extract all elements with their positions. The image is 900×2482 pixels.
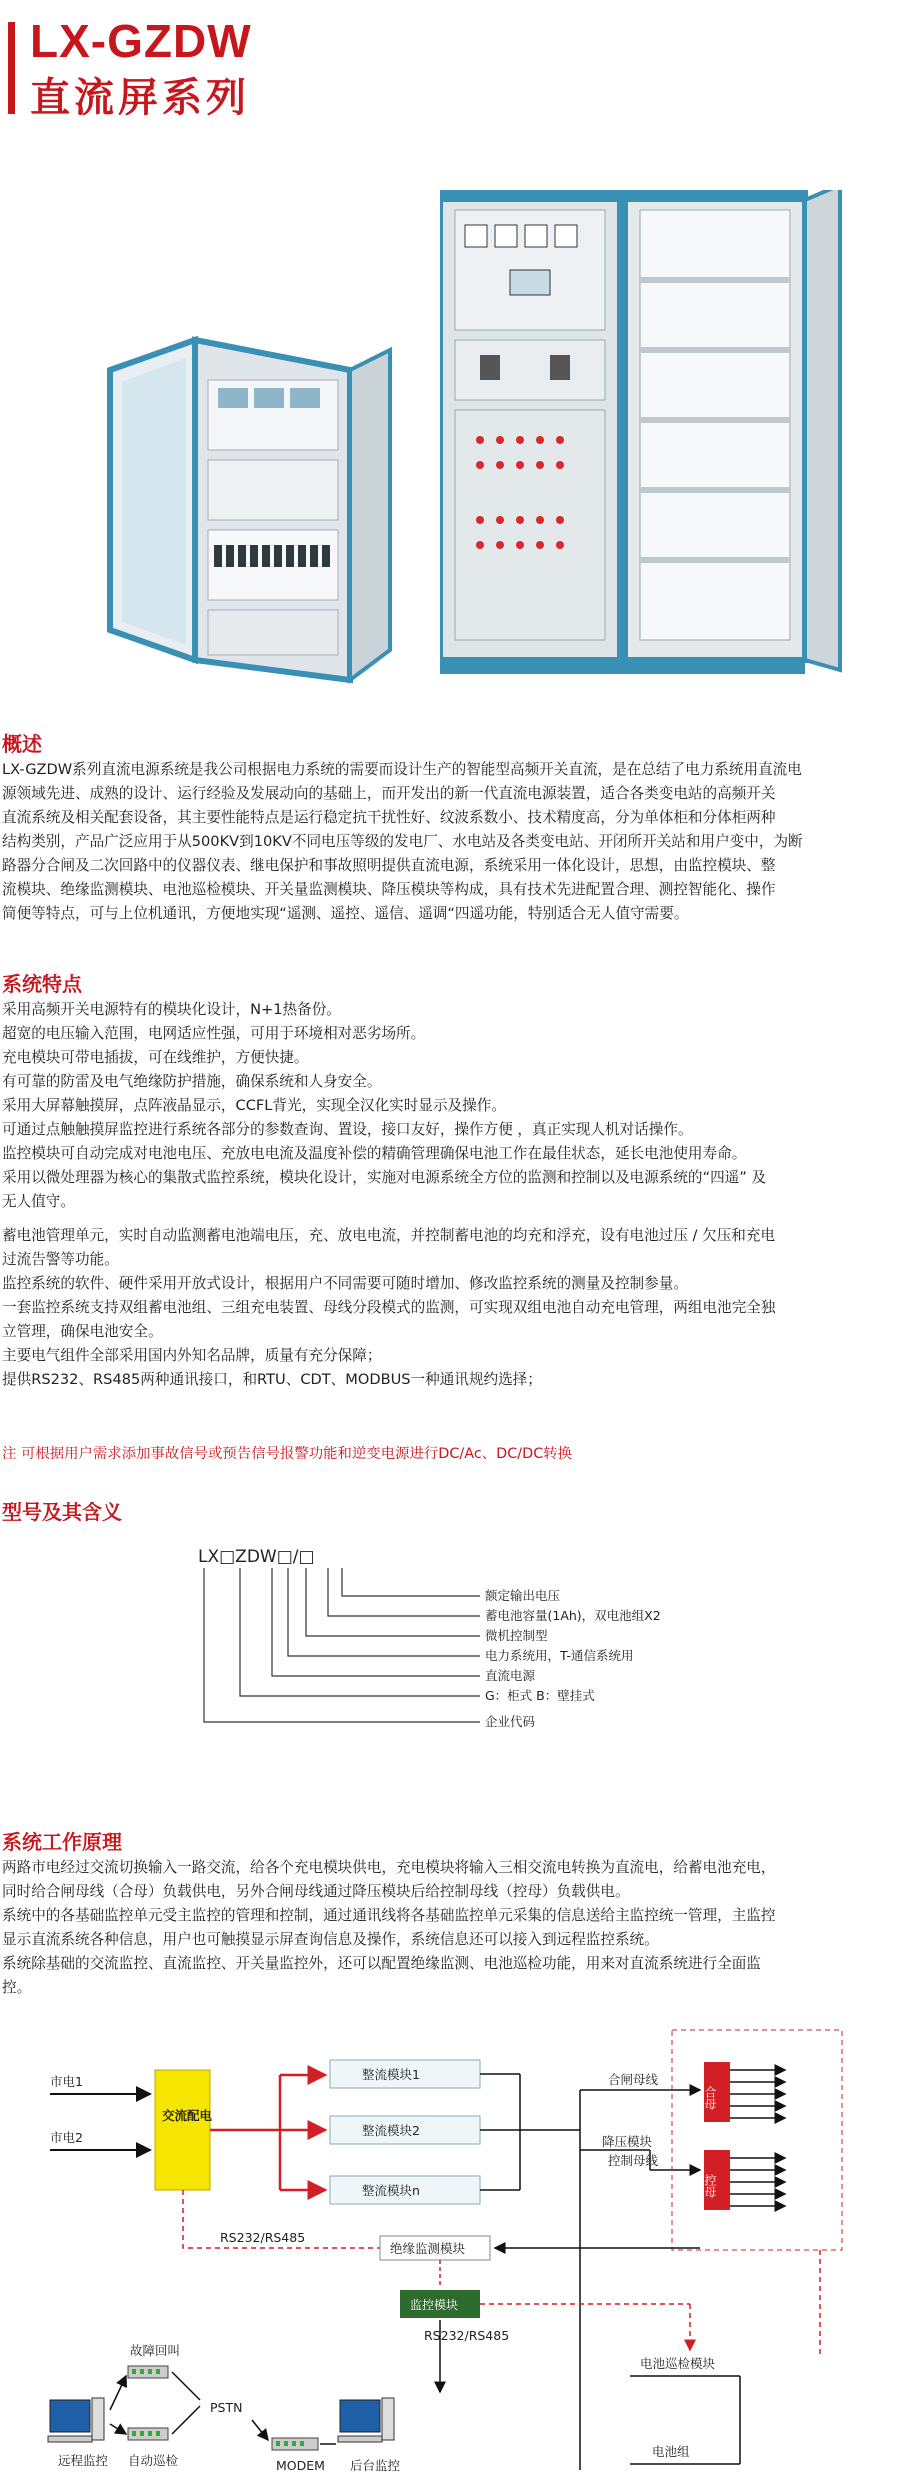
kong-mu-label: 控母 (703, 2174, 717, 2198)
load-bus-frame (672, 2030, 842, 2250)
overview-line: 结构类别，产品广泛应用于从500KV到10KV不同电压等级的发电厂、水电站及各类变电站、开闭所开关站和用户变中，为断 (2, 833, 803, 850)
overview-line: 直流系统及相关配套设备，其主要性能特点是运行稳定抗干扰性好、纹波系数小、技术精度高，分为单体柜和分体柜两种 (2, 809, 776, 826)
overview-heading: 概述 (2, 732, 42, 756)
pstn-label: PSTN (210, 2400, 243, 2415)
principle-heading: 系统工作原理 (2, 1830, 122, 1854)
feature-line: 充电模块可带电插拔，可在线维护，方便快捷。 (2, 1049, 309, 1066)
feature-line: 立管理，确保电池安全。 (2, 1323, 163, 1340)
features-note: 注 可根据用户需求添加事故信号或预告信号报警功能和逆变电源进行DC/Ac、DC/DC转换 (2, 1446, 573, 1462)
model-label: 微机控制型 (485, 1628, 548, 1643)
rectn-label: 整流模块n (362, 2183, 420, 2198)
features-text (2, 998, 898, 1392)
backend-label: 后台监控 (350, 2458, 401, 2473)
fault-modem-icon (128, 2366, 168, 2378)
remote-computer-icon (48, 2398, 104, 2442)
rect1-label: 整流模块1 (362, 2067, 420, 2082)
rs-label-a: RS232/RS485 (220, 2230, 306, 2245)
mains2-label: 市电2 (50, 2130, 83, 2145)
feature-line: 采用大屏幕触摸屏，点阵液晶显示，CCFL背光，实现全汉化实时显示及操作。 (2, 1097, 506, 1114)
fault-label: 故障回叫 (130, 2343, 181, 2358)
wall-cabinet-image (100, 330, 400, 690)
title-accent-bar (8, 22, 15, 114)
overview-line: 路器分合闸及二次回路中的仪器仪表、继电保护和事故照明提供直流电源，系统采用一体化设计，思想，由监控模块、整 (2, 857, 776, 874)
patrol-modem-icon (128, 2428, 168, 2440)
rect2-label: 整流模块2 (362, 2123, 420, 2138)
backend-computer-icon (338, 2398, 394, 2442)
feature-line: 蓄电池管理单元，实时自动监测蓄电池端电压，充、放电电流，并控制蓄电池的均充和浮充，设有电池过压 / 欠压和充电 (2, 1227, 776, 1244)
model-label: 企业代码 (485, 1714, 536, 1729)
control-bus-label: 控制母线 (608, 2153, 659, 2168)
feature-line: 一套监控系统支持双组蓄电池组、三组充电装置、母线分段模式的监测，可实现双组电池自动充电管理，两组电池完全独 (2, 1299, 776, 1316)
feature-line: 超宽的电压输入范围，电网适应性强，可用于环境相对恶劣场所。 (2, 1025, 426, 1042)
model-code: LX□ZDW□/□ (198, 1547, 315, 1567)
modem-label: MODEM (276, 2458, 325, 2473)
model-code-diagram (180, 1540, 700, 1780)
model-label: 蓄电池容量(1Ah)，双电池组X2 (485, 1608, 661, 1623)
overview-line: 源领域先进、成熟的设计、运行经验及发展动向的基础上，而开发出的新一代直流电源装置，适合各类变电站的高频开关 (2, 785, 776, 802)
rs-label-b: RS232/RS485 (424, 2328, 510, 2343)
principle-line: 两路市电经过交流切换输入一路交流，给各个充电模块供电，充电模块将输入三相交流电转换为直流电，给蓄电池充电， (2, 1859, 776, 1876)
he-mu-label: 合母 (703, 2086, 717, 2110)
principle-line: 控。 (2, 1979, 32, 1996)
page-title: LX-GZDW (30, 15, 252, 67)
ac-distribution-box (155, 2070, 210, 2190)
model-label: 额定输出电压 (485, 1588, 561, 1603)
feature-line: 无人值守。 (2, 1193, 75, 1210)
principle-line: 显示直流系统各种信息，用户也可触摸显示屏查询信息及操作，系统信息还可以接入到远程监控系统。 (2, 1931, 659, 1948)
features-heading: 系统特点 (2, 972, 82, 996)
feature-spacer (2, 1214, 898, 1224)
feature-line: 采用高频开关电源特有的模块化设计，N+1热备份。 (2, 1001, 341, 1018)
feature-line: 采用以微处理器为核心的集散式监控系统，模块化设计，实施对电源系统全方位的监测和控制以及电源系统的“四遥” 及 (2, 1169, 767, 1186)
feature-line: 主要电气组件全部采用国内外知名品牌，质量有充分保障； (2, 1347, 382, 1364)
model-label: 直流电源 (485, 1668, 536, 1683)
feature-line: 监控系统的软件、硬件采用开放式设计，根据用户不同需要可随时增加、修改监控系统的测量及控制参量。 (2, 1275, 688, 1292)
feature-line: 监控模块可自动完成对电池电压、充放电电流及温度补偿的精确管理确保电池工作在最佳状态，延长电池使用寿命。 (2, 1145, 747, 1162)
model-label: G：柜式 B：壁挂式 (485, 1688, 595, 1703)
overview-text (2, 758, 898, 926)
principle-text (2, 1856, 898, 2000)
overview-line: 流模块、绝缘监测模块、电池巡检模块、开关量监测模块、降压模块等构成，具有技术先进配置合理、测控智能化、操作 (2, 881, 776, 898)
overview-line: LX-GZDW系列直流电源系统是我公司根据电力系统的需要而设计生产的智能型高频开关直流，是在总结了电力系统用直流电 (2, 761, 802, 778)
step-down-label: 降压模块 (602, 2134, 653, 2149)
feature-line: 过流告警等功能。 (2, 1251, 119, 1268)
feature-line: 提供RS232、RS485两种通讯接口，和RTU、CDT、MODBUS一种通讯规约选择； (2, 1371, 542, 1388)
mains1-label: 市电1 (50, 2074, 83, 2089)
page-subtitle: 直流屏系列 (30, 75, 250, 121)
monitor-label: 监控模块 (410, 2298, 459, 2312)
overview-line: 简便等特点，可与上位机通讯，方便地实现“遥测、遥控、遥信、遥调“四遥功能，特别适合无人值守需要。 (2, 905, 689, 922)
principle-line: 系统中的各基础监控单元受主监控的管理和控制，通过通讯线将各基础监控单元采集的信息送给主监控统一管理，主监控 (2, 1907, 776, 1924)
feature-line: 可通过点触触摸屏监控进行系统各部分的参数查询、置设，接口友好，操作方便 ，真正实现人机对话操作。 (2, 1121, 693, 1138)
system-diagram (40, 2020, 870, 2480)
floor-cabinet-image (440, 190, 850, 700)
model-label: 电力系统用，T-通信系统用 (485, 1648, 634, 1663)
battery-inspect-label: 电池巡检模块 (640, 2356, 716, 2371)
principle-line: 同时给合闸母线（合母）负载供电，另外合闸母线通过降压模块后给控制母线（控母）负载供电。 (2, 1883, 630, 1900)
model-heading: 型号及其含义 (2, 1500, 122, 1524)
ac-box-label: 交流配电 (162, 2108, 213, 2123)
auto-patrol-label: 自动巡检 (128, 2453, 179, 2468)
remote-label: 远程监控 (58, 2453, 109, 2468)
modem-icon (272, 2438, 318, 2450)
principle-line: 系统除基础的交流监控、直流监控、开关量监控外，还可以配置绝缘监测、电池巡检功能，用来对直流系统进行全面监 (2, 1955, 761, 1972)
feature-line: 有可靠的防雷及电气绝缘防护措施，确保系统和人身安全。 (2, 1073, 382, 1090)
insulation-label: 绝缘监测模块 (390, 2241, 466, 2256)
closing-bus-label: 合闸母线 (608, 2072, 659, 2087)
battery-group-label: 电池组 (652, 2444, 690, 2459)
